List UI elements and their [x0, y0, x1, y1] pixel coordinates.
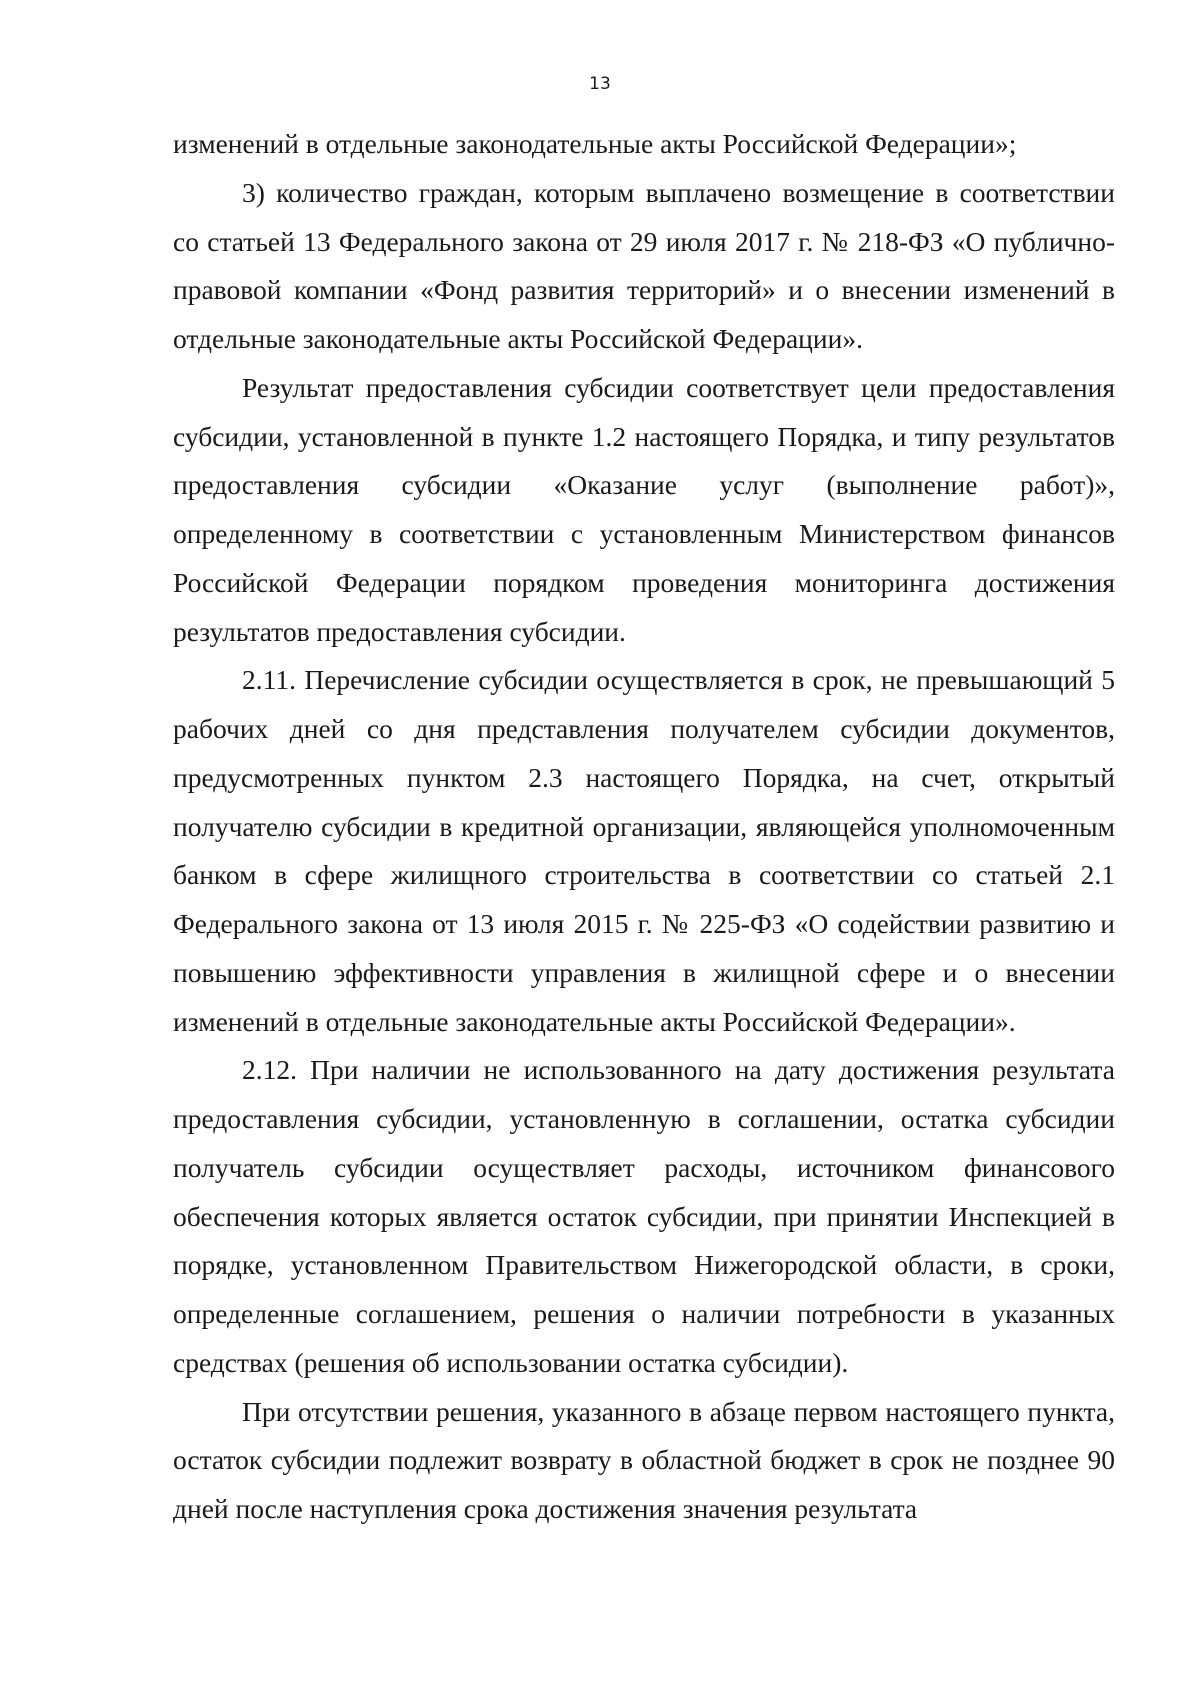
paragraph-no-decision: При отсутствии решения, указанного в абзаце первом настоящего пункта, остаток субсидии подлежит возврату в областной бюджет в срок не позднее 90 дней после наступления срока достижения значения результата — [173, 1395, 1115, 1524]
paragraph-2-12: 2.12. При наличии не использованного на дату достижения результата предоставления субсидии, установленную в соглашении, остатка субсидии получатель субсидии осуществляет расходы, источником финансового обеспечения которых является остаток субсидии, при принятии Инспекцией в порядке, установленном Правительством Нижегородской области, в сроки, определенные соглашением, решения о наличии потребности в указанных средствах (решения об использовании остатка субсидии). — [173, 1054, 1115, 1378]
paragraph-continuation: изменений в отдельные законодательные акты Российской Федерации»; — [173, 128, 1017, 159]
page-number: 13 — [589, 74, 611, 94]
paragraph-item-3: 3) количество граждан, которым выплачено возмещение в соответствии со статьей 13 Федерального закона от 29 июля 2017 г. № 218-ФЗ «О публично-правовой компании «Фонд развития территорий» и о внесении изменений в отдельные законодательные акты Российской Федерации». — [173, 176, 1115, 354]
paragraph-result: Результат предоставления субсидии соответствует цели предоставления субсидии, установленной в пункте 1.2 настоящего Порядка, и типу результатов предоставления субсидии «Оказание услуг (выполнение работ)», определенному в соответствии с установленным Министерством финансов Российской Федерации порядком проведения мониторинга достижения результатов предоставления субсидии. — [173, 371, 1115, 647]
document-body — [173, 120, 1115, 1534]
paragraph-2-11: 2.11. Перечисление субсидии осуществляется в срок, не превышающий 5 рабочих дней со дня представления получателем субсидии документов, предусмотренных пунктом 2.3 настоящего Порядка, на счет, открытый получателю субсидии в кредитной организации, являющейся уполномоченным банком в сфере жилищного строительства в соответствии со статьей 2.1 Федерального закона от 13 июля 2015 г. № 225-ФЗ «О содействии развитию и повышению эффективности управления в жилищной сфере и о внесении изменений в отдельные законодательные акты Российской Федерации». — [173, 664, 1115, 1037]
